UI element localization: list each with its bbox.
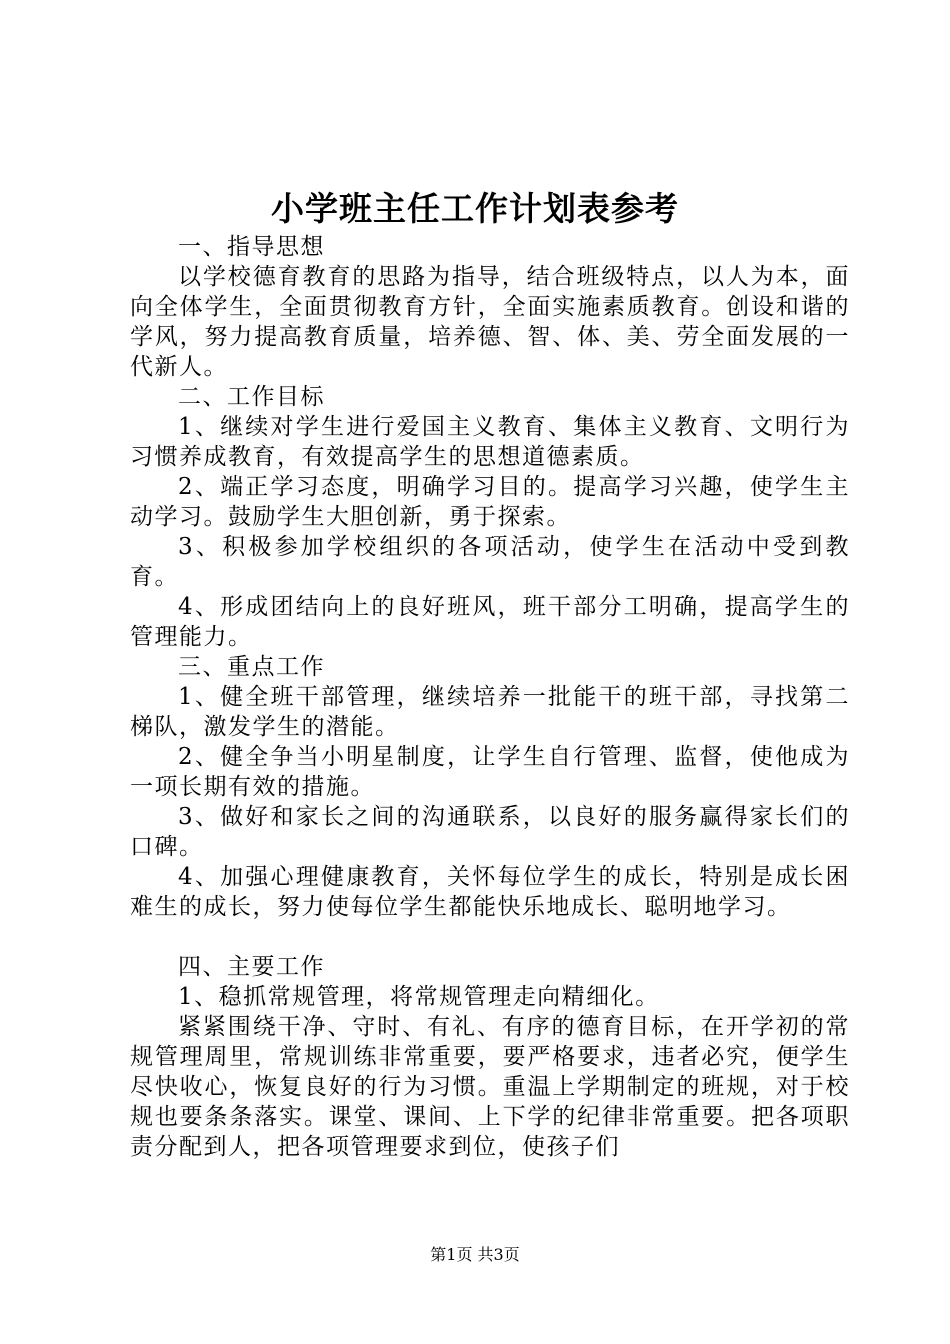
heading-guiding-idea: 一、指导思想 xyxy=(178,234,325,260)
paragraph: 1、继续对学生进行爱国主义教育、集体主义教育、文明行为习惯养成教育，有效提高学生的思想道德素质。 xyxy=(130,414,850,470)
heading-main-work: 四、主要工作 xyxy=(178,954,325,980)
paragraph: 4、加强心理健康教育，关怀每位学生的成长，特别是成长困难生的成长，努力使每位学生都能快乐地成长、聪明地学习。 xyxy=(130,864,850,920)
document-body xyxy=(130,232,850,1162)
paragraph: 3、做好和家长之间的沟通联系，以良好的服务赢得家长们的口碑。 xyxy=(130,804,850,860)
paragraph: 4、形成团结向上的良好班风，班干部分工明确，提高学生的管理能力。 xyxy=(130,594,850,650)
page-footer: 第1页 共3页 xyxy=(430,1245,520,1264)
paragraph: 2、端正学习态度，明确学习目的。提高学习兴趣，使学生主动学习。鼓励学生大胆创新，勇于探索。 xyxy=(130,474,850,530)
paragraph: 1、健全班干部管理，继续培养一批能干的班干部，寻找第二梯队，激发学生的潜能。 xyxy=(130,684,850,740)
document-title: 小学班主任工作计划表参考 xyxy=(271,189,679,228)
paragraph: 1、稳抓常规管理，将常规管理走向精细化。 xyxy=(178,984,660,1010)
heading-key-work: 三、重点工作 xyxy=(178,654,325,680)
paragraph: 紧紧围绕干净、守时、有礼、有序的德育目标，在开学初的常规管理周里，常规训练非常重要，要严格要求，违者必究，便学生尽快收心，恢复良好的行为习惯。重温上学期制定的班规，对于校规也要条条落实。课堂、课间、上下学的纪律非常重要。把各项职责分配到人，把各项管理要求到位，使孩子们 xyxy=(130,1014,850,1160)
heading-work-goals: 二、工作目标 xyxy=(178,384,325,410)
paragraph: 3、积极参加学校组织的各项活动，使学生在活动中受到教育。 xyxy=(130,534,850,590)
paragraph: 2、健全争当小明星制度，让学生自行管理、监督，使他成为一项长期有效的措施。 xyxy=(130,744,850,800)
paragraph: 以学校德育教育的思路为指导，结合班级特点，以人为本，面向全体学生，全面贯彻教育方针，全面实施素质教育。创设和谐的学风，努力提高教育质量，培养德、智、体、美、劳全面发展的一代新人。 xyxy=(130,264,850,380)
